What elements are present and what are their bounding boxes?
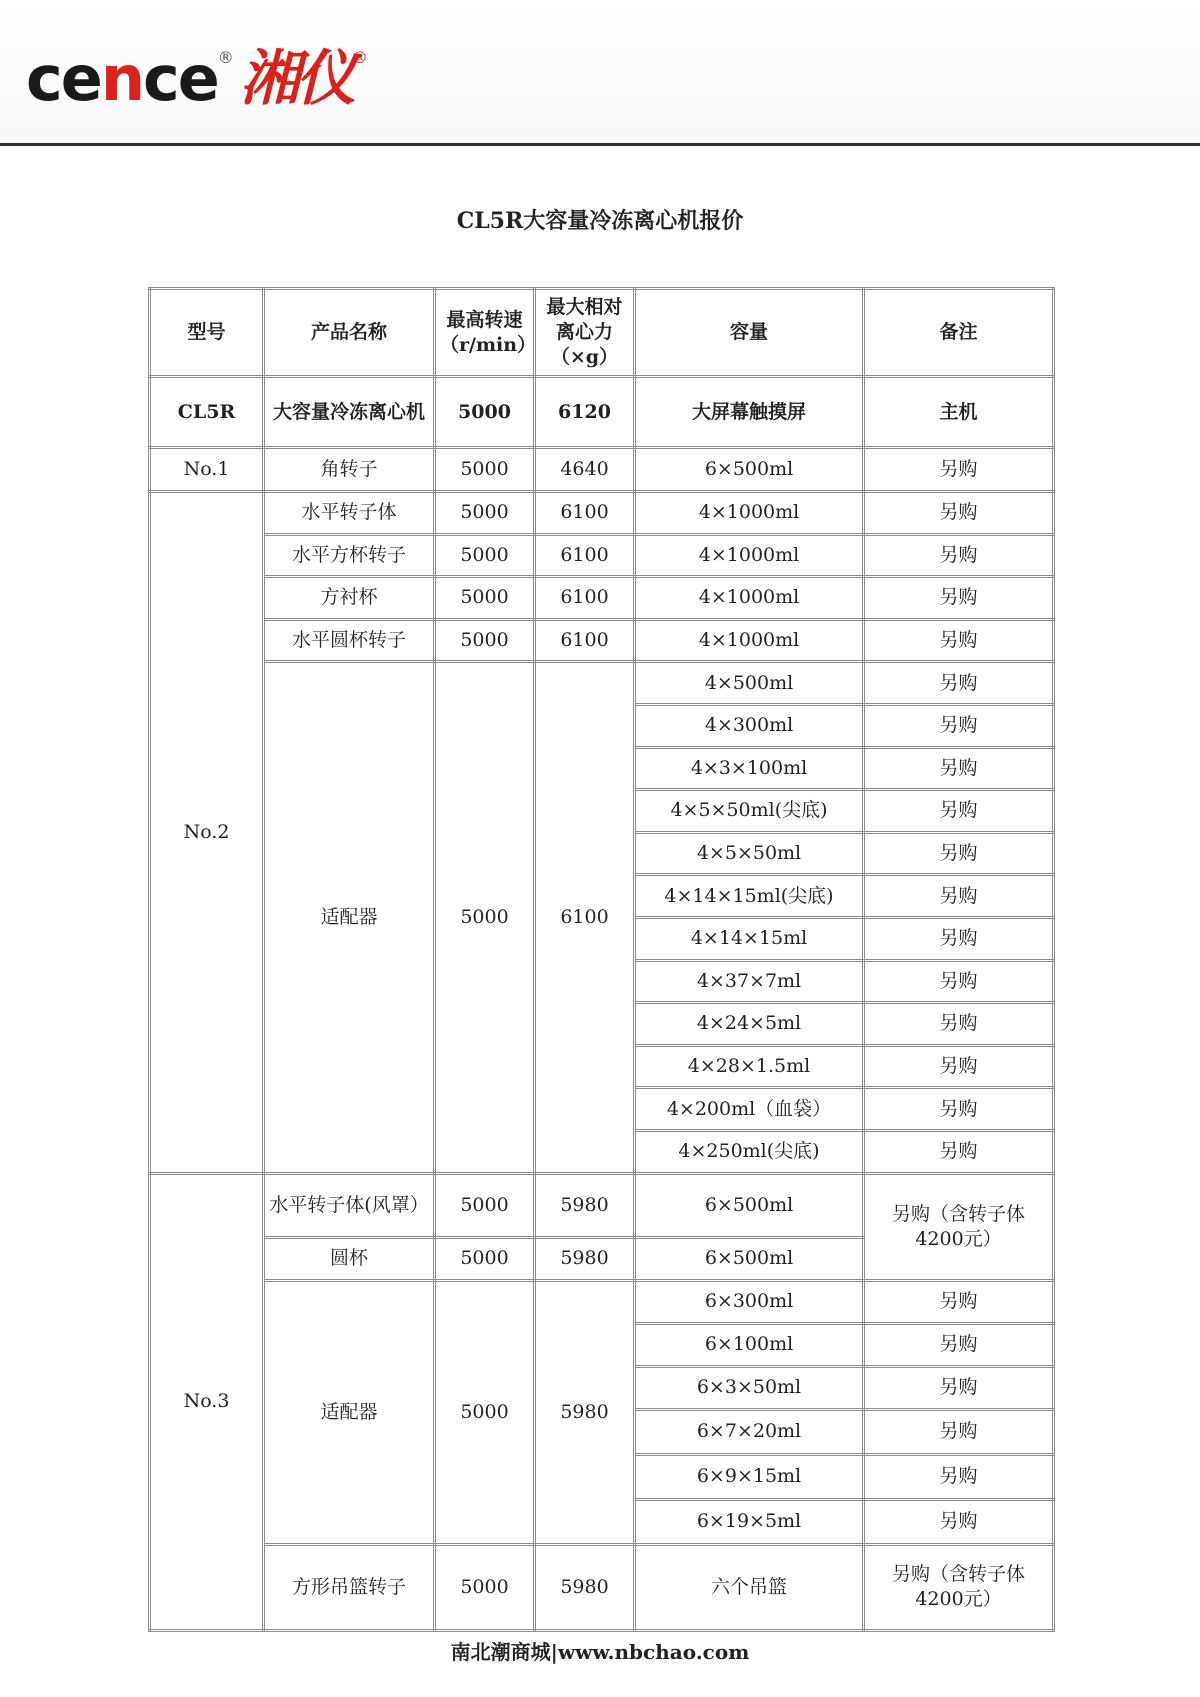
table-cell: 4×250ml(尖底) [635,1130,864,1173]
table-cell: 另购 [864,832,1054,875]
registered-mark: ® [351,48,368,67]
table-cell: 另购 [864,1088,1054,1131]
table-cell: 5000 [435,1544,535,1630]
table-cell: 5000 [435,492,535,535]
table-cell: 6100 [535,534,635,577]
table-cell: 6×500ml [635,448,864,492]
table-cell: 5000 [435,1237,535,1280]
table-row [150,1544,1054,1630]
table-cell: 5000 [435,577,535,620]
table-cell: No.3 [150,1173,264,1630]
table-cell: 5000 [435,1280,535,1544]
table-row [150,1173,1054,1237]
table-cell: 4×300ml [635,704,864,747]
table-cell: 另购 [864,1499,1054,1544]
table-cell: 另购 [864,1454,1054,1499]
table-cell: 4×28×1.5ml [635,1045,864,1088]
table-cell: 6×9×15ml [635,1454,864,1499]
table-cell: 另购（含转子体4200元） [864,1173,1054,1280]
table-cell: 5980 [535,1280,635,1544]
table-cell: 6×500ml [635,1173,864,1237]
table-cell: 6×19×5ml [635,1499,864,1544]
table-cell: 另购 [864,1409,1054,1454]
table-cell: 另购 [864,448,1054,492]
table-cell: 另购 [864,492,1054,535]
table-cell: 4×5×50ml [635,832,864,875]
table-cell: 5980 [535,1237,635,1280]
header-max-speed: 最高转速（r/min） [435,289,535,377]
header-product-name: 产品名称 [264,289,435,377]
table-cell: 5000 [435,619,535,662]
header-remarks: 备注 [864,289,1054,377]
registered-mark: ® [217,48,234,67]
table-cell: 另购 [864,1323,1054,1366]
table-cell: 4×14×15ml [635,917,864,960]
table-cell: 6×7×20ml [635,1409,864,1454]
table-header-row [150,289,1054,377]
price-table [148,287,1055,1632]
table-cell: 另购 [864,960,1054,1003]
table-cell: 5980 [535,1173,635,1237]
table-cell: 另购（含转子体4200元） [864,1544,1054,1630]
table-cell: 5980 [535,1544,635,1630]
table-cell: 4×1000ml [635,577,864,620]
document-title: CL5R大容量冷冻离心机报价 [456,208,744,234]
table-cell: 5000 [435,662,535,1173]
logo-text-cn: 湘仪 [239,44,352,114]
table-cell: 适配器 [264,1280,435,1544]
table-cell: 适配器 [264,662,435,1173]
table-cell: 另购 [864,1130,1054,1173]
table-cell: 另购 [864,1045,1054,1088]
table-cell: 4×24×5ml [635,1003,864,1046]
table-cell: 6100 [535,619,635,662]
header-max-rcf: 最大相对离心力（×g） [535,289,635,377]
header-divider [0,143,1200,146]
table-cell: 6100 [535,492,635,535]
table-cell: 水平转子体 [264,492,435,535]
table-cell: 方衬杯 [264,577,435,620]
table-cell: 6120 [535,377,635,448]
page-header [0,0,1200,143]
table-cell: 另购 [864,704,1054,747]
table-cell: No.1 [150,448,264,492]
table-row [150,1280,1054,1323]
table-cell: 4640 [535,448,635,492]
table-cell: 水平转子体(风罩） [264,1173,435,1237]
table-row [150,377,1054,448]
table-row [150,619,1054,662]
table-cell: 4×3×100ml [635,747,864,790]
table-cell: 角转子 [264,448,435,492]
header-model: 型号 [150,289,264,377]
table-cell: 另购 [864,1280,1054,1323]
table-cell: 5000 [435,448,535,492]
table-cell: 4×14×15ml(尖底) [635,875,864,918]
table-cell: 大屏幕触摸屏 [635,377,864,448]
table-cell: 另购 [864,1366,1054,1409]
table-cell: 另购 [864,790,1054,833]
table-cell: 6×300ml [635,1280,864,1323]
table-cell: 大容量冷冻离心机 [264,377,435,448]
table-cell: 6100 [535,577,635,620]
table-cell: 另购 [864,577,1054,620]
header-capacity: 容量 [635,289,864,377]
table-row [150,448,1054,492]
table-cell: 另购 [864,619,1054,662]
table-cell: 4×37×7ml [635,960,864,1003]
table-row [150,492,1054,535]
table-cell: 方形吊篮转子 [264,1544,435,1630]
table-cell: 6×500ml [635,1237,864,1280]
table-cell: 4×1000ml [635,492,864,535]
table-cell: 5000 [435,377,535,448]
table-row [150,662,1054,705]
table-row [150,577,1054,620]
table-cell: 另购 [864,747,1054,790]
logo-text-en: cence [26,42,218,115]
table-cell: 5000 [435,1173,535,1237]
table-cell: 圆杯 [264,1237,435,1280]
table-cell: 另购 [864,1003,1054,1046]
table-cell: CL5R [150,377,264,448]
table-cell: 六个吊篮 [635,1544,864,1630]
table-cell: No.2 [150,492,264,1174]
table-cell: 另购 [864,662,1054,705]
table-cell: 5000 [435,534,535,577]
table-cell: 4×1000ml [635,534,864,577]
table-cell: 另购 [864,917,1054,960]
table-cell: 另购 [864,875,1054,918]
footer-source: 南北潮商城|www.nbchao.com [450,1640,750,1664]
table-cell: 水平圆杯转子 [264,619,435,662]
table-cell: 6×3×50ml [635,1366,864,1409]
table-row [150,534,1054,577]
table-cell: 4×5×50ml(尖底) [635,790,864,833]
table-cell: 另购 [864,534,1054,577]
table-cell: 4×1000ml [635,619,864,662]
cence-logo [26,44,368,114]
table-cell: 水平方杯转子 [264,534,435,577]
table-cell: 6100 [535,662,635,1173]
table-cell: 4×200ml（血袋） [635,1088,864,1131]
table-cell: 主机 [864,377,1054,448]
table-cell: 6×100ml [635,1323,864,1366]
table-cell: 4×500ml [635,662,864,705]
